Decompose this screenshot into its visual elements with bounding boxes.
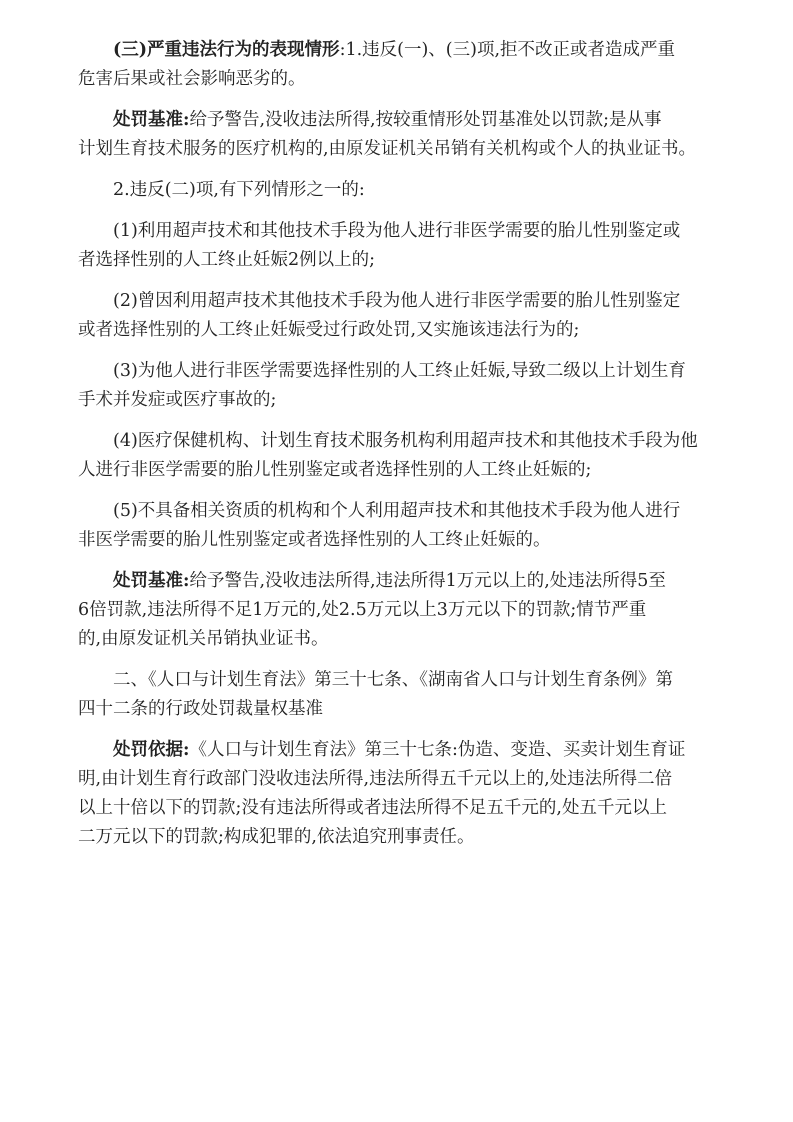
text-line: 以上十倍以下的罚款;没有违法所得或者违法所得不足五千元的,处五千元以上 (78, 798, 667, 818)
list-item (78, 497, 738, 555)
list-item (78, 357, 738, 415)
text-line: 的,由原发证机关吊销执业证书。 (78, 629, 329, 649)
paragraph-item-2 (78, 176, 738, 205)
list-item (78, 217, 738, 275)
text-line: 明,由计划生育行政部门没收违法所得,违法所得五千元以上的,处违法所得二倍 (78, 769, 673, 789)
text-line: 2.违反(二)项,有下列情形之一的: (113, 180, 365, 200)
penalty-basis-label: 处罚依据: (113, 740, 190, 760)
text-line: 6倍罚款,违法所得不足1万元的,处2.5万元以上3万元以下的罚款;情节严重 (78, 600, 647, 620)
text-run: :1.违反(一)、(三)项,拒不改正或者造成严重 (339, 40, 676, 60)
text-run: 给予警告,没收违法所得,按较重情形处罚基准处以罚款;是从事 (189, 110, 662, 130)
section-heading-2 (78, 666, 738, 724)
severe-violation-heading: (三)严重违法行为的表现情形 (113, 40, 340, 60)
text-line: 二万元以下的罚款;构成犯罪的,依法追究刑事责任。 (78, 827, 475, 847)
list-item (78, 427, 738, 485)
text-line: (5)不具备相关资质的机构和个人利用超声技术和其他技术手段为他人进行 (113, 501, 681, 521)
text-line (78, 567, 738, 596)
text-line (78, 736, 738, 765)
text-line: 非医学需要的胎儿性别鉴定或者选择性别的人工终止妊娠的。 (78, 530, 551, 550)
text-line: 计划生育技术服务的医疗机构的,由原发证机关吊销有关机构或个人的执业证书。 (78, 139, 697, 159)
penalty-standard-label: 处罚基准: (113, 110, 190, 130)
text-line: (1)利用超声技术和其他技术手段为他人进行非医学需要的胎儿性别鉴定或 (113, 221, 681, 241)
text-line: (3)为他人进行非医学需要选择性别的人工终止妊娠,导致二级以上计划生育 (113, 361, 686, 381)
text-line: 手术并发症或医疗事故的; (78, 390, 277, 410)
document-page (78, 36, 738, 852)
paragraph-penalty-standard-2 (78, 567, 738, 654)
text-line: 者选择性别的人工终止妊娠2例以上的; (78, 250, 376, 270)
text-line: 二、《人口与计划生育法》第三十七条、《湖南省人口与计划生育条例》第 (113, 670, 673, 690)
text-line (78, 106, 738, 135)
text-run: 《人口与计划生育法》第三十七条:伪造、变造、买卖计划生育证 (189, 740, 686, 760)
text-line (78, 36, 738, 65)
text-run: 给予警告,没收违法所得,违法所得1万元以上的,处违法所得5至 (189, 571, 666, 591)
text-line: 危害后果或社会影响恶劣的。 (78, 69, 306, 89)
text-line: 或者选择性别的人工终止妊娠受过行政处罚,又实施该违法行为的; (78, 320, 580, 340)
text-line: 四十二条的行政处罚裁量权基准 (78, 699, 323, 719)
paragraph-penalty-standard-1 (78, 106, 738, 164)
list-item (78, 287, 738, 345)
paragraph-penalty-basis (78, 736, 738, 852)
text-line: (2)曾因利用超声技术其他技术手段为他人进行非医学需要的胎儿性别鉴定 (113, 291, 681, 311)
paragraph-severe-violation (78, 36, 738, 94)
text-line: (4)医疗保健机构、计划生育技术服务机构利用超声技术和其他技术手段为他 (113, 431, 698, 451)
text-line: 人进行非医学需要的胎儿性别鉴定或者选择性别的人工终止妊娠的; (78, 460, 592, 480)
penalty-standard-label: 处罚基准: (113, 571, 190, 591)
